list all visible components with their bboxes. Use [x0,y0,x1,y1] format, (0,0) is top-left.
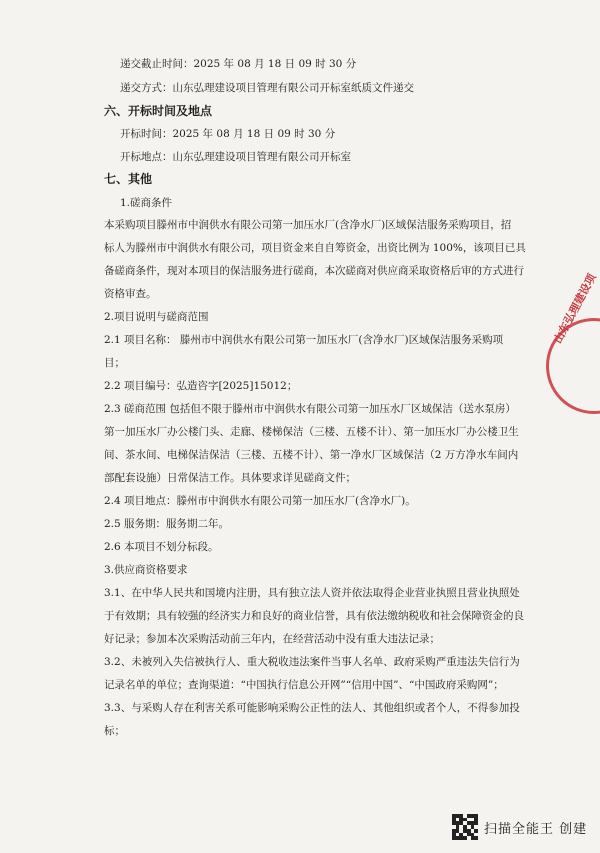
item-2-3-cont: 部配套设施）日常保洁工作。具体要求详见磋商文件； [104,472,356,484]
item-3-3-cont: 标； [104,725,125,737]
section-heading-7: 七、其他 [104,172,153,186]
item-2-4: 2.4 项目地点：滕州市中润供水有限公司第一加压水厂(含净水厂)。 [104,495,416,507]
paragraph-line: 资格审查。 [104,288,157,300]
subheading-conditions: 1.磋商条件 [120,197,173,209]
item-3-1-cont: 于有效期；具有较强的经济实力和良好的商业信誉，具有依法缴纳税收和社会保障资金的良 [104,610,524,622]
item-2-1-cont: 目； [104,357,125,369]
subheading-qualification: 3.供应商资格要求 [104,564,188,576]
item-2-3: 2.3 磋商范围 包括但不限于滕州市中润供水有限公司第一加压水厂区域保洁（送水泵房） [104,403,516,415]
item-3-2-cont: 记录名单的单位；查询渠道：“中国执行信息公开网”“信用中国”、“中国政府采购网”； [104,679,504,691]
scanner-watermark [452,814,587,840]
subheading-scope: 2.项目说明与磋商范围 [104,311,209,323]
paragraph-line: 本采购项目滕州市中润供水有限公司第一加压水厂(含净水厂)区域保洁服务采购项目，招 [104,219,512,231]
item-3-3: 3.3、与采购人存在利害关系可能影响采购公正性的法人、其他组织或者个人，不得参加投 [104,702,520,714]
paragraph-line: 标人为滕州市中润供水有限公司，项目资金来自自筹资金，出资比例为 100%，该项目已具 [104,242,526,254]
opening-location: 开标地点：山东弘理建设项目管理有限公司开标室 [120,151,351,163]
scanner-label: 扫描全能王 创建 [484,821,588,837]
item-2-3-cont: 间、茶水间、电梯保洁保洁（三楼、五楼不计）、第一净水厂区域保洁（2 万方净水车间内 [104,449,519,461]
paragraph-line: 备磋商条件，现对本项目的保洁服务进行磋商，本次磋商对供应商采取资格后审的方式进行 [104,265,524,277]
item-3-2: 3.2、未被列入失信被执行人、重大税收违法案件当事人名单、政府采购严重违法失信行为 [104,656,520,668]
item-2-3-cont: 第一加压水厂办公楼门头、走廊、楼梯保洁（三楼、五楼不计）、第一加压水厂办公楼卫生 [104,426,519,438]
section-heading-6: 六、开标时间及地点 [104,104,213,118]
submission-method: 递交方式：山东弘理建设项目管理有限公司开标室纸质文件递交 [120,82,414,94]
item-3-1: 3.1、在中华人民共和国境内注册，具有独立法人资并依法取得企业营业执照且营业执照处 [104,587,520,599]
qr-code-icon [452,814,478,840]
item-3-1-cont: 好记录；参加本次采购活动前三年内，在经营活动中没有重大违法记录； [104,633,440,645]
item-2-6: 2.6 本项目不划分标段。 [104,541,219,553]
item-2-1: 2.1 项目名称： 滕州市中润供水有限公司第一加压水厂(含净水厂)区域保洁服务采购项 [104,334,504,346]
item-2-2: 2.2 项目编号：弘造咨字[2025]15012； [104,380,298,392]
item-2-5: 2.5 服务期：服务期二年。 [104,518,230,530]
seal-stamp-text: 山东弘理建设项 [551,271,599,346]
opening-time: 开标时间：2025 年 08 月 18 日 09 时 30 分 [120,128,336,140]
submission-deadline: 递交截止时间：2025 年 08 月 18 日 09 时 30 分 [120,58,357,70]
